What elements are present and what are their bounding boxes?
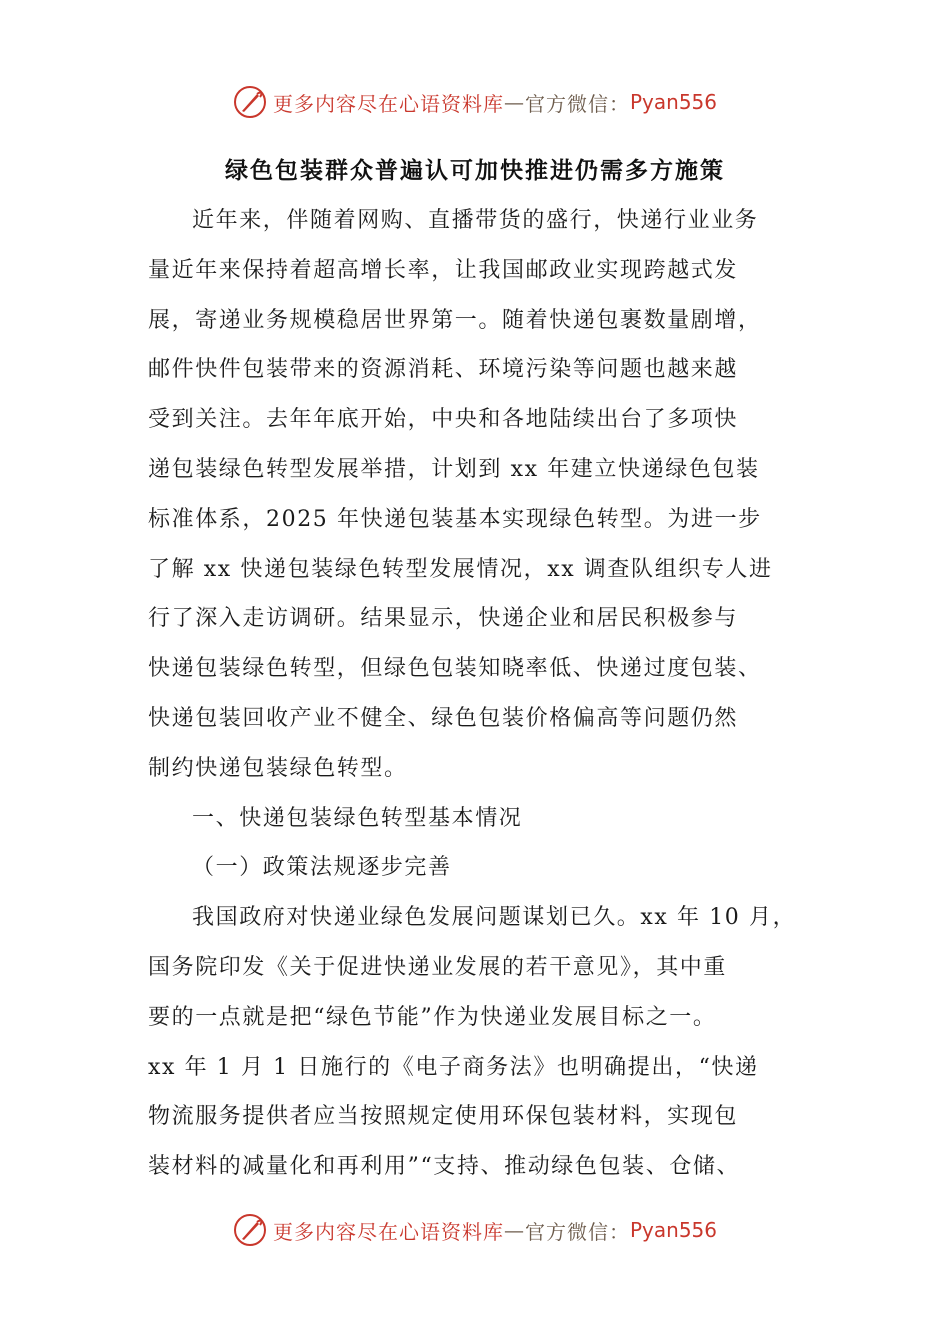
body-line: 行了深入走访调研。结果显示，快递企业和居民积极参与	[148, 606, 739, 632]
body-line: 制约快递包装绿色转型。	[148, 755, 408, 781]
watermark-wechat-id: Pyan556	[629, 90, 717, 114]
body-line: 近年来，伴随着网购、直播带货的盛行，快递行业业务	[192, 208, 759, 233]
body-line: 国务院印发《关于促进快递业发展的若干意见》，其中重	[148, 954, 728, 980]
body-line: 标准体系，2025 年快递包装基本实现绿色转型。为进一步	[148, 506, 762, 532]
watermark-dark-text: 官方微信：	[524, 1219, 630, 1244]
quill-logo-icon	[233, 85, 267, 119]
watermark-dark-text: 官方微信：	[524, 91, 630, 116]
body-line: 要的一点就是把“绿色节能”作为快递业发展目标之一。	[148, 1004, 717, 1030]
watermark-red-text: 更多内容尽在心语资料库	[272, 1219, 504, 1244]
body-line: 快递包装绿色转型，但绿色包装知晓率低、快递过度包装、	[148, 656, 762, 682]
watermark-wechat-id: Pyan556	[629, 1218, 717, 1242]
body-line: 了解 xx 快递包装绿色转型发展情况，xx 调查队组织专人进	[148, 556, 773, 582]
document-body	[148, 196, 804, 1192]
body-line: 展，寄递业务规模稳居世界第一。随着快递包裹数量剧增，	[148, 307, 762, 333]
body-line: 我国政府对快递业绿色发展问题谋划已久。xx 年 10 月，	[192, 905, 797, 931]
body-line: 递包装绿色转型发展举措，计划到 xx 年建立快递绿色包装	[148, 456, 760, 482]
section-heading: 一、快递包装绿色转型基本情况	[192, 805, 523, 831]
body-line: 受到关注。去年年底开始，中央和各地陆续出台了多项快	[148, 407, 739, 433]
watermark-header	[0, 82, 950, 122]
quill-logo-icon	[233, 1213, 267, 1247]
body-line: 装材料的减量化和再利用”“支持、推动绿色包装、仓储、	[148, 1154, 741, 1180]
body-line: 快递包装回收产业不健全、绿色包装价格偏高等问题仍然	[148, 705, 739, 731]
body-line: 物流服务提供者应当按照规定使用环保包装材料，实现包	[148, 1104, 739, 1130]
watermark-dash: —	[503, 90, 525, 114]
body-line: 邮件快件包装带来的资源消耗、环境污染等问题也越来越	[148, 357, 739, 383]
body-line: 量近年来保持着超高增长率，让我国邮政业实现跨越式发	[148, 257, 739, 283]
document-title: 绿色包装群众普遍认可加快推进仍需多方施策	[225, 158, 725, 184]
watermark-footer	[0, 1210, 950, 1250]
subsection-heading: （一）政策法规逐步完善	[192, 855, 452, 881]
watermark-dash: —	[503, 1218, 525, 1242]
watermark-red-text: 更多内容尽在心语资料库	[272, 91, 504, 116]
body-line: xx 年 1 月 1 日施行的《电子商务法》也明确提出，“快递	[148, 1054, 759, 1080]
